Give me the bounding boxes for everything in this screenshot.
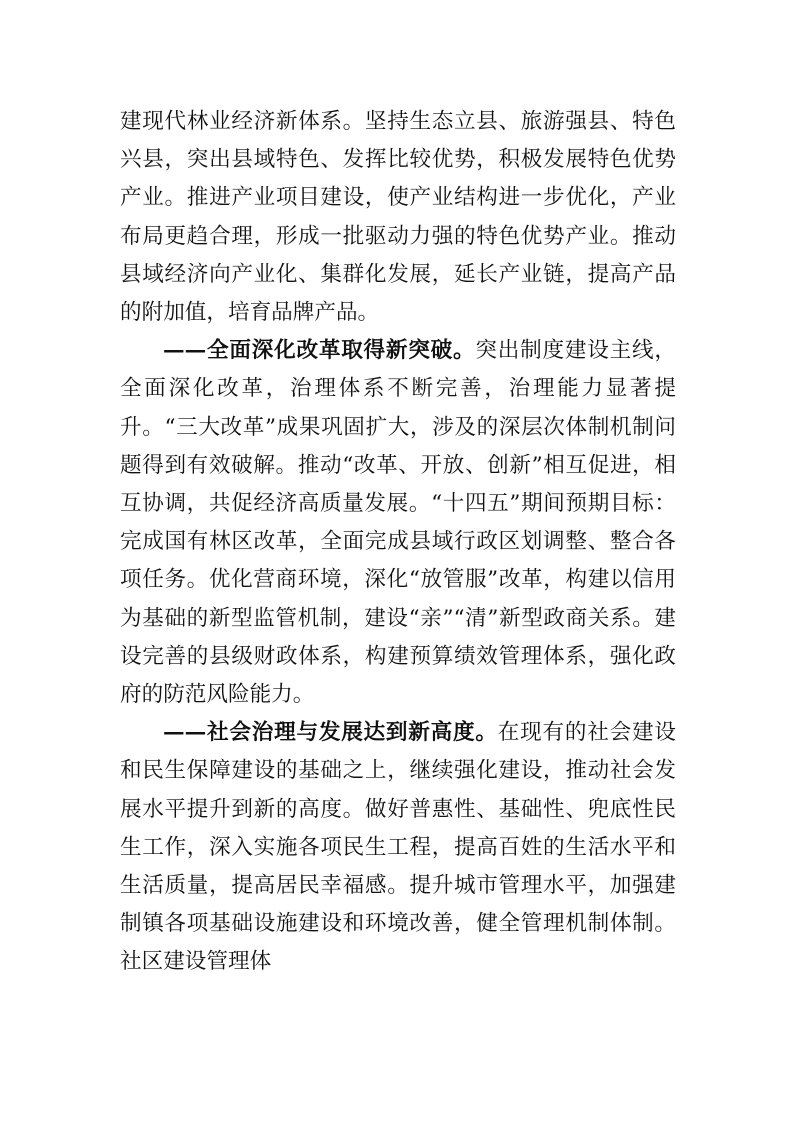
paragraph-text: 在现有的社会建设和民生保障建设的基础之上，继续强化建设，推动社会发展水平提升到新的高度。做好普惠性、基础性、兜底性民生工作，深入实施各项民生工程，提高百姓的生活水平和生活质量，提高居民幸福感。提升城市管理水平，加强建制镇各项基础设施建设和环境改善，健全管理机制体制。社区建设管理体 <box>120 720 676 975</box>
paragraph-deepen-reform <box>120 332 676 714</box>
paragraph-text: 突出制度建设主线，全面深化改革，治理体系不断完善，治理能力显著提升。“三大改革”成果巩固扩大，涉及的深层次体制机制问题得到有效破解。推动“改革、开放、创新”相互促进，相互协调，共促经济高质量发展。“十四五”期间预期目标：完成国有林区改革，全面完成县域行政区划调整、整合各项任务。优化营商环境，深化“放管服”改革，构建以信用为基础的新型监管机制，建设“亲”“清”新型政商关系。建设完善的县级财政体系，构建预算绩效管理体系，强化政府的防范风险能力。 <box>120 338 676 708</box>
paragraph-heading: ——全面深化改革取得新突破。 <box>163 338 476 364</box>
document-page <box>120 103 676 982</box>
paragraph-heading: ——社会治理与发展达到新高度。 <box>163 720 498 746</box>
paragraph-forestry-economy <box>120 103 676 332</box>
paragraph-text: 建现代林业经济新体系。坚持生态立县、旅游强县、特色兴县，突出县域特色、发挥比较优势，积极发展特色优势产业。推进产业项目建设，使产业结构进一步优化，产业布局更趋合理，形成一批驱动力强的特色优势产业。推动县域经济向产业化、集群化发展，延长产业链，提高产品的附加值，培育品牌产品。 <box>120 109 676 326</box>
paragraph-social-governance <box>120 714 676 981</box>
